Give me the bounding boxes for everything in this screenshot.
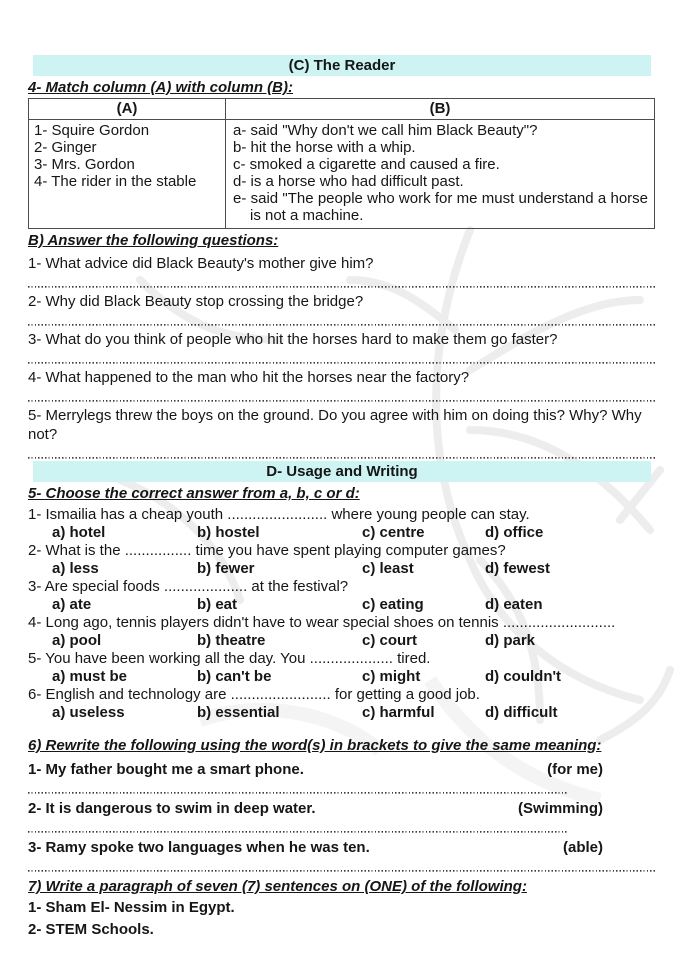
mcq-options-row	[28, 560, 655, 578]
answer-dotted-line	[28, 361, 655, 364]
mcq-option-a: a) hotel	[52, 524, 106, 541]
rewrite-sentence: 1- My father bought me a smart phone.	[28, 761, 304, 778]
reader-question: 5- Merrylegs threw the boys on the ground. Do you agree with him on doing this? Why? Why not?	[28, 407, 642, 443]
mcq-option-c: c) might	[362, 668, 421, 685]
match-item-b: d- is a horse who had difficult past.	[233, 173, 464, 190]
answer-dotted-line	[28, 456, 655, 459]
mcq-option-d: d) couldn't	[485, 668, 562, 685]
match-table-body-row	[29, 120, 654, 228]
mcq-option-c: c) court	[362, 632, 418, 649]
mcq-option-a: a) less	[52, 560, 99, 577]
mcq-item	[28, 542, 655, 578]
rewrite-bracket: (able)	[562, 839, 603, 856]
choose-heading: 5- Choose the correct answer from a, b, c or d:	[28, 485, 360, 502]
match-heading: 4- Match column (A) with column (B):	[28, 79, 293, 96]
rewrite-bracket: (Swimming)	[518, 800, 603, 817]
mcq-option-c: c) harmful	[362, 704, 435, 721]
section-c-banner: (C) The Reader	[33, 55, 651, 76]
mcq-option-a: a) ate	[52, 596, 92, 613]
mcq-option-a: a) useless	[52, 704, 125, 721]
mcq-option-a: a) must be	[52, 668, 128, 685]
reader-question: 4- What happened to the man who hit the horses near the factory?	[28, 369, 470, 386]
rewrite-item	[28, 838, 655, 858]
rewrite-heading: 6) Rewrite the following using the word(s) in brackets to give the same meaning:	[28, 737, 602, 754]
column-b-cell	[226, 120, 654, 228]
answer-dotted-line	[28, 869, 655, 872]
mcq-list	[28, 506, 655, 722]
mcq-stem: 5- You have been working all the day. You .................... tired.	[28, 650, 431, 667]
match-item-b: b- hit the horse with a whip.	[233, 139, 416, 156]
paragraph-topic: 1- Sham El- Nessim in Egypt.	[28, 899, 235, 916]
mcq-option-b: b) eat	[197, 596, 238, 613]
mcq-stem: 1- Ismailia has a cheap youth ........................ where young people can stay.	[28, 506, 530, 523]
reader-question: 1- What advice did Black Beauty's mother give him?	[28, 255, 374, 272]
mcq-option-b: b) fewer	[197, 560, 255, 577]
reader-question: 2- Why did Black Beauty stop crossing the bridge?	[28, 293, 364, 310]
match-item-b: a- said "Why don't we call him Black Beauty"?	[233, 122, 538, 139]
mcq-option-d: d) eaten	[485, 596, 543, 613]
reader-questions	[28, 254, 655, 459]
mcq-option-c: c) eating	[362, 596, 424, 613]
rewrite-sentence: 2- It is dangerous to swim in deep water.	[28, 800, 316, 817]
mcq-option-b: b) essential	[197, 704, 280, 721]
match-item-a: 3- Mrs. Gordon	[34, 156, 135, 173]
match-item-a: 1- Squire Gordon	[34, 122, 150, 139]
mcq-option-d: d) difficult	[485, 704, 558, 721]
mcq-options-row	[28, 632, 655, 650]
mcq-option-b: b) can't be	[197, 668, 272, 685]
mcq-item	[28, 614, 655, 650]
column-b-header: (B)	[429, 100, 451, 117]
mcq-option-c: c) least	[362, 560, 414, 577]
rewrite-item	[28, 760, 655, 780]
rewrite-list	[28, 760, 655, 872]
mcq-item	[28, 578, 655, 614]
match-item-a: 2- Ginger	[34, 139, 97, 156]
mcq-options-row	[28, 704, 655, 722]
match-item-b: e- said "The people who work for me must understand a horse is not a machine.	[233, 190, 648, 224]
column-a-cell	[29, 120, 226, 228]
mcq-item	[28, 506, 655, 542]
match-item-a: 4- The rider in the stable	[34, 173, 197, 190]
paragraph-heading: 7) Write a paragraph of seven (7) sentences on (ONE) of the following:	[28, 878, 527, 895]
answer-questions-heading: B) Answer the following questions:	[28, 232, 279, 249]
mcq-stem: 4- Long ago, tennis players didn't have to wear special shoes on tennis ...........................	[28, 614, 616, 631]
match-table-header-row	[29, 99, 654, 120]
mcq-stem: 6- English and technology are ........................ for getting a good job.	[28, 686, 480, 703]
reader-question: 3- What do you think of people who hit the horses hard to make them go faster?	[28, 331, 558, 348]
mcq-stem: 3- Are special foods .................... at the festival?	[28, 578, 349, 595]
mcq-options-row	[28, 668, 655, 686]
mcq-option-c: c) centre	[362, 524, 425, 541]
paragraph-topics	[28, 897, 655, 940]
mcq-item	[28, 650, 655, 686]
mcq-option-d: d) park	[485, 632, 536, 649]
match-item-b: c- smoked a cigarette and caused a fire.	[233, 156, 500, 173]
answer-dotted-line	[28, 791, 567, 794]
mcq-option-d: d) office	[485, 524, 544, 541]
answer-dotted-line	[28, 285, 655, 288]
paragraph-topic: 2- STEM Schools.	[28, 921, 154, 938]
mcq-options-row	[28, 524, 655, 542]
answer-dotted-line	[28, 830, 567, 833]
match-table	[28, 98, 655, 229]
section-d-banner: D- Usage and Writing	[33, 461, 651, 482]
mcq-stem: 2- What is the ................ time you have spent playing computer games?	[28, 542, 506, 559]
answer-dotted-line	[28, 399, 655, 402]
answer-dotted-line	[28, 323, 655, 326]
rewrite-item	[28, 799, 655, 819]
rewrite-sentence: 3- Ramy spoke two languages when he was ten.	[28, 839, 370, 856]
mcq-option-a: a) pool	[52, 632, 102, 649]
mcq-option-d: d) fewest	[485, 560, 551, 577]
mcq-item	[28, 686, 655, 722]
column-a-header: (A)	[29, 99, 226, 119]
mcq-option-b: b) theatre	[197, 632, 266, 649]
mcq-option-b: b) hostel	[197, 524, 260, 541]
rewrite-bracket: (for me)	[547, 761, 603, 778]
mcq-options-row	[28, 596, 655, 614]
